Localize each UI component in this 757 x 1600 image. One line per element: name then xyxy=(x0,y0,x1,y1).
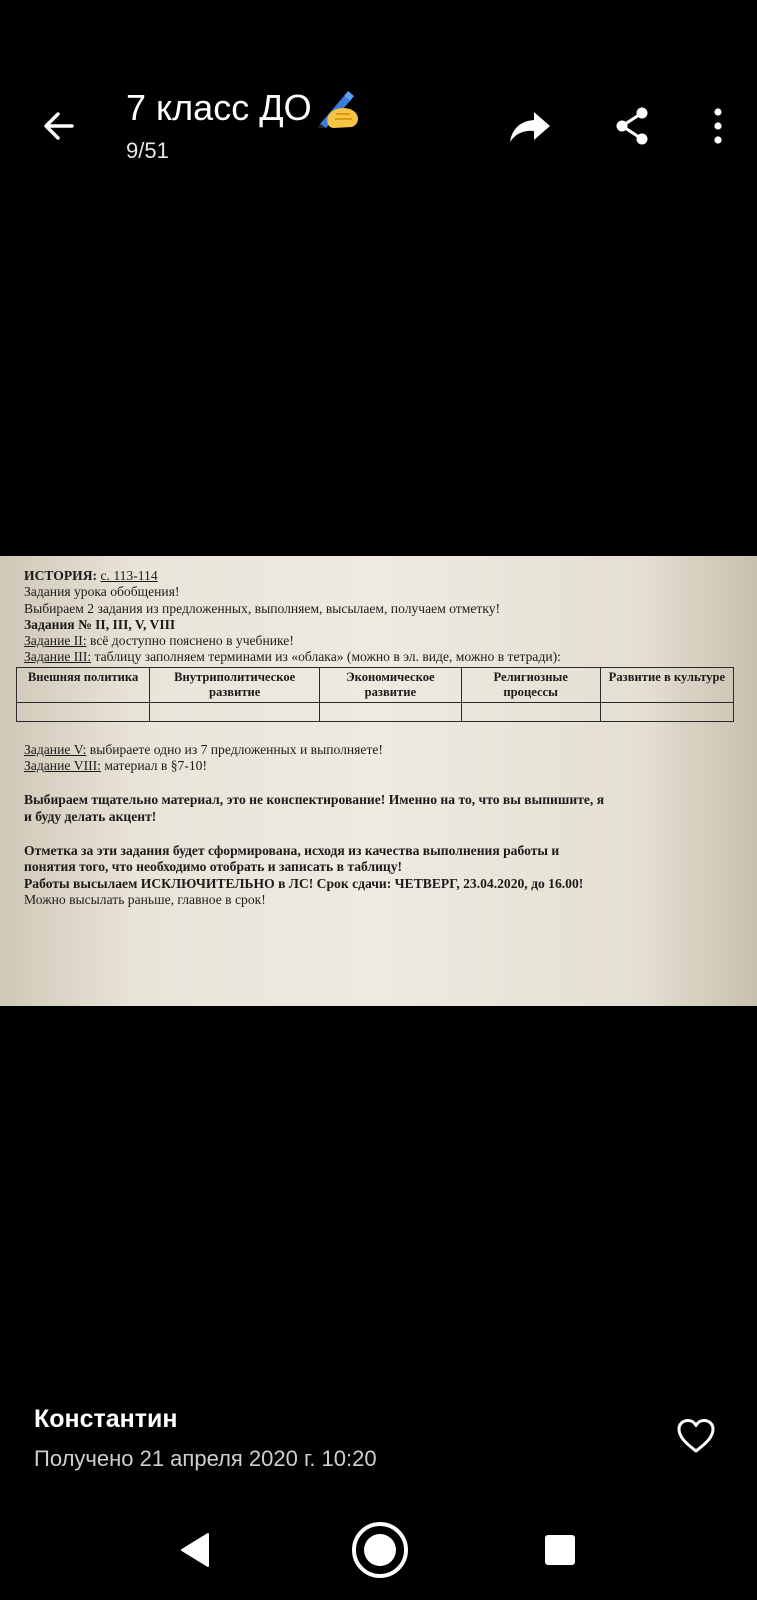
heart-outline-icon xyxy=(676,1418,716,1454)
received-timestamp: Получено 21 апреля 2020 г. 10:20 xyxy=(34,1446,377,1471)
doc-table-header: Внутриполитическое развитие xyxy=(150,667,320,702)
doc-line-3: Выбираем 2 задания из предложенных, выполняем, высылаем, получаем отметку! xyxy=(24,600,501,616)
doc-emphasis-line-2: и буду делать акцент! xyxy=(24,808,157,824)
more-vertical-icon xyxy=(710,106,726,146)
doc-task2-text: всё доступно пояснено в учебнике! xyxy=(86,633,294,649)
doc-table-header-row xyxy=(17,667,734,702)
doc-task5-label: Задание V: xyxy=(24,741,87,757)
more-options-button[interactable] xyxy=(690,98,746,154)
doc-early-line: Можно высылать раньше, главное в срок! xyxy=(24,891,266,907)
sender-name: Константин xyxy=(34,1405,178,1433)
back-button[interactable] xyxy=(30,98,86,154)
share-icon xyxy=(612,104,652,148)
nav-recent-button[interactable] xyxy=(535,1525,585,1575)
doc-pages: с. 113-114 xyxy=(100,568,158,583)
doc-line-5 xyxy=(24,633,734,649)
doc-table-cell xyxy=(17,702,150,721)
doc-task8-label: Задание VIII: xyxy=(24,758,101,774)
doc-task5-text: выбираете одно из 7 предложенных и выполняете! xyxy=(86,741,383,757)
nav-back-button[interactable] xyxy=(170,1525,220,1575)
doc-grade-line-1: Отметка за эти задания будет сформирована, исходя из качества выполнения работы и xyxy=(24,842,560,858)
doc-task5-line xyxy=(24,742,734,758)
doc-table-header: Развитие в культуре xyxy=(600,667,733,702)
doc-line-subject xyxy=(24,568,734,584)
doc-table-cell xyxy=(461,702,600,721)
doc-line-4: Задания № II, III, V, VIII xyxy=(24,616,176,632)
doc-deadline-line: Работы высылаем ИСКЛЮЧИТЕЛЬНО в ЛС! Срок сдачи: ЧЕТВЕРГ, 23.04.2020, до 16.00! xyxy=(24,875,584,891)
system-nav-bar xyxy=(0,1500,757,1600)
forward-button[interactable] xyxy=(502,98,558,154)
doc-task8-line xyxy=(24,758,734,774)
share-button[interactable] xyxy=(604,98,660,154)
doc-table-cell xyxy=(150,702,320,721)
doc-table-cell xyxy=(600,702,733,721)
doc-table-empty-row xyxy=(17,702,734,721)
doc-emphasis-line-1: Выбираем тщательно материал, это не конспектирование! Именно на то, что вы выпишите, я xyxy=(24,792,605,808)
like-button[interactable] xyxy=(672,1412,720,1460)
forward-arrow-icon xyxy=(506,106,554,146)
doc-line-6 xyxy=(24,649,734,665)
nav-home-circle-icon xyxy=(350,1520,410,1580)
image-counter: 9/51 xyxy=(126,138,169,163)
document-photo[interactable] xyxy=(0,556,757,1006)
doc-task3-label: Задание III: xyxy=(24,649,92,665)
doc-table-header: Внешняя политика xyxy=(17,667,150,702)
chat-title-text: 7 класс ДО xyxy=(126,87,312,128)
doc-task2-label: Задание II: xyxy=(24,633,87,649)
doc-table-header: Экономическое развитие xyxy=(320,667,461,702)
nav-home-button[interactable] xyxy=(347,1517,413,1583)
nav-recent-square-icon xyxy=(543,1533,577,1567)
nav-back-triangle-icon xyxy=(178,1531,212,1569)
doc-grade-line-2: понятия того, что необходимо отобрать и записать в таблицу! xyxy=(24,859,403,875)
chat-title xyxy=(126,86,362,130)
arrow-left-icon xyxy=(38,106,78,146)
doc-task8-text: материал в §7-10! xyxy=(100,758,207,774)
doc-task3-text: таблицу заполняем терминами из «облака» (можно в эл. виде, можно в тетради): xyxy=(91,649,561,665)
doc-table-cell xyxy=(320,702,461,721)
document-content xyxy=(24,568,734,908)
doc-line-2: Задания урока обобщения! xyxy=(24,584,180,600)
doc-table xyxy=(16,667,734,722)
doc-subject-heading: ИСТОРИЯ: xyxy=(24,568,98,583)
writing-hand-emoji-icon xyxy=(314,86,362,130)
top-bar xyxy=(0,0,757,190)
doc-table-header: Религиозные процессы xyxy=(461,667,600,702)
